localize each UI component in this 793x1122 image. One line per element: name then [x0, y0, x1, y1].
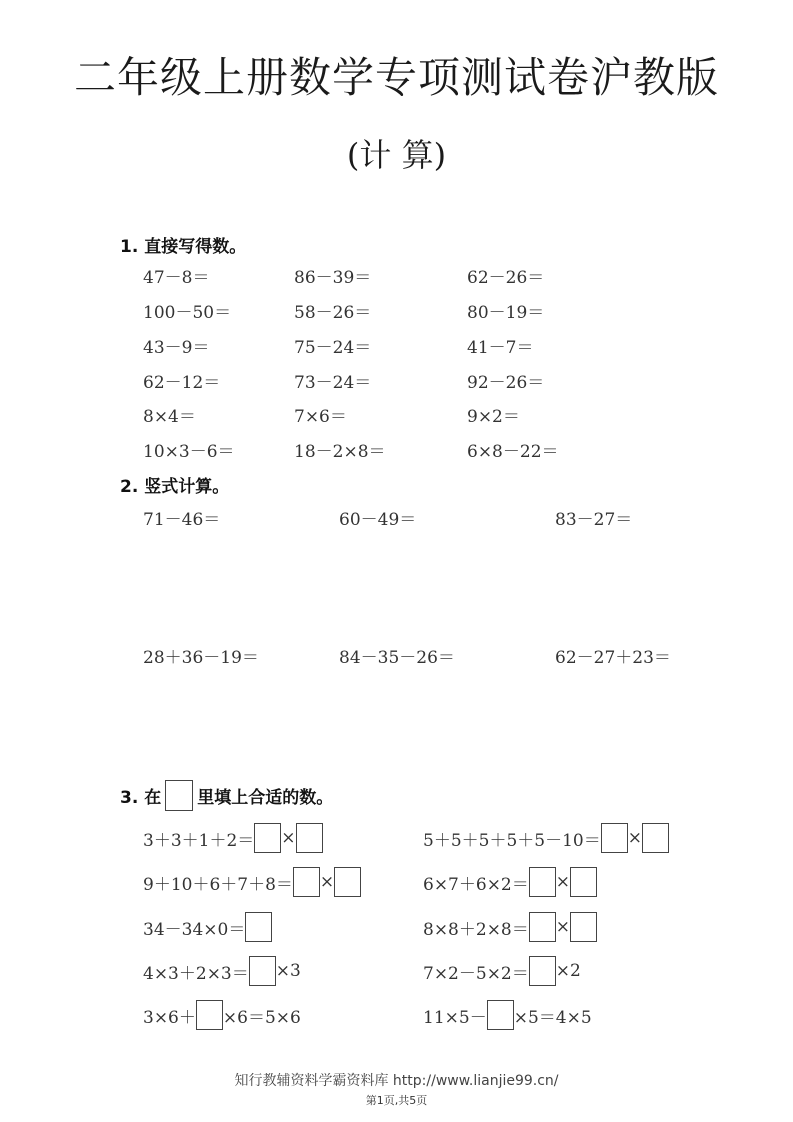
- s3-right-row-2: [423, 867, 597, 897]
- s2-q-1-3: 83－27＝: [555, 510, 633, 530]
- s3-left-1-expr: 3＋3＋1＋2＝: [143, 830, 255, 851]
- s3-left-row-3: [143, 912, 272, 942]
- s1-q-6-1: 10×3－6＝: [143, 442, 235, 462]
- s3-left-5-post: ×6＝5×6: [222, 1007, 301, 1028]
- section-3-heading: [120, 780, 333, 811]
- s1-q-3-3: 41－7＝: [467, 338, 534, 358]
- s3-right-3-op: ×: [555, 917, 571, 937]
- answer-box[interactable]: [642, 823, 669, 853]
- s3-left-5-expr: 3×6＋: [143, 1007, 196, 1028]
- answer-box[interactable]: [570, 912, 597, 942]
- s3-right-1-op: ×: [627, 828, 642, 848]
- s3-right-2-expr: 6×7＋6×2＝: [423, 874, 529, 895]
- s3-left-1-op: ×: [281, 828, 296, 848]
- s1-q-5-3: 9×2＝: [467, 407, 520, 427]
- s1-q-4-2: 73－24＝: [294, 373, 372, 393]
- answer-box-sample: [165, 780, 193, 811]
- s3-left-row-2: [143, 867, 361, 897]
- s3-right-1-expr: 5＋5＋5＋5＋5－10＝: [423, 830, 601, 851]
- answer-box[interactable]: [601, 823, 628, 853]
- s2-q-2-2: 84－35－26＝: [339, 648, 455, 668]
- answer-box[interactable]: [334, 867, 361, 897]
- answer-box[interactable]: [254, 823, 281, 853]
- s1-q-1-2: 86－39＝: [294, 268, 372, 288]
- s3-left-4-post: ×3: [275, 961, 301, 981]
- s3-left-3-expr: 34－34×0＝: [143, 919, 246, 940]
- s1-q-2-2: 58－26＝: [294, 303, 372, 323]
- s2-q-1-2: 60－49＝: [339, 510, 417, 530]
- s3-right-row-5: [423, 1000, 592, 1030]
- answer-box[interactable]: [487, 1000, 514, 1030]
- s3-right-row-1: [423, 823, 669, 853]
- answer-box[interactable]: [529, 912, 556, 942]
- section-1-heading: 1. 直接写得数。: [120, 237, 247, 257]
- footer-page-number: 第1页,共5页: [365, 1094, 428, 1107]
- s3-left-row-5: [143, 1000, 301, 1030]
- s3-right-2-op: ×: [555, 872, 571, 892]
- s3-right-4-expr: 7×2－5×2＝: [423, 963, 529, 984]
- s1-q-2-1: 100－50＝: [143, 303, 232, 323]
- answer-box[interactable]: [196, 1000, 223, 1030]
- answer-box[interactable]: [529, 867, 556, 897]
- s1-q-5-1: 8×4＝: [143, 407, 196, 427]
- s2-q-2-3: 62－27＋23＝: [555, 648, 671, 668]
- footer-source: 知行教辅资料学霸资料库 http://www.lianjie99.cn/: [234, 1073, 559, 1089]
- section-3-heading-suffix: 里填上合适的数。: [197, 788, 334, 808]
- s3-right-5-post: ×5＝4×5: [513, 1007, 592, 1028]
- s2-q-2-1: 28＋36－19＝: [143, 648, 259, 668]
- answer-box[interactable]: [245, 912, 272, 942]
- answer-box[interactable]: [293, 867, 320, 897]
- s1-q-1-3: 62－26＝: [467, 268, 545, 288]
- answer-box[interactable]: [249, 956, 276, 986]
- answer-box[interactable]: [570, 867, 597, 897]
- s3-left-row-4: [143, 956, 301, 986]
- s1-q-6-3: 6×8－22＝: [467, 442, 559, 462]
- s1-q-6-2: 18－2×8＝: [294, 442, 386, 462]
- s3-right-row-3: [423, 912, 597, 942]
- s3-right-4-post: ×2: [555, 961, 581, 981]
- s1-q-3-1: 43－9＝: [143, 338, 210, 358]
- s3-right-5-expr: 11×5－: [423, 1007, 487, 1028]
- s2-q-1-1: 71－46＝: [143, 510, 221, 530]
- s1-q-4-1: 62－12＝: [143, 373, 221, 393]
- s1-q-3-2: 75－24＝: [294, 338, 372, 358]
- s3-left-4-expr: 4×3＋2×3＝: [143, 963, 249, 984]
- s3-right-3-expr: 8×8＋2×8＝: [423, 919, 529, 940]
- page-title: 二年级上册数学专项测试卷沪教版: [73, 53, 719, 102]
- s1-q-2-3: 80－19＝: [467, 303, 545, 323]
- s3-left-2-expr: 9＋10＋6＋7＋8＝: [143, 874, 293, 895]
- section-3-heading-prefix: 3. 在: [120, 788, 162, 808]
- page-subtitle: (计 算): [346, 136, 447, 174]
- s3-left-2-op: ×: [319, 872, 335, 892]
- s1-q-5-2: 7×6＝: [294, 407, 347, 427]
- section-2-heading: 2. 竖式计算。: [120, 477, 230, 497]
- answer-box[interactable]: [529, 956, 556, 986]
- s1-q-1-1: 47－8＝: [143, 268, 210, 288]
- s1-q-4-3: 92－26＝: [467, 373, 545, 393]
- s3-right-row-4: [423, 956, 581, 986]
- s3-left-row-1: [143, 823, 323, 853]
- answer-box[interactable]: [296, 823, 323, 853]
